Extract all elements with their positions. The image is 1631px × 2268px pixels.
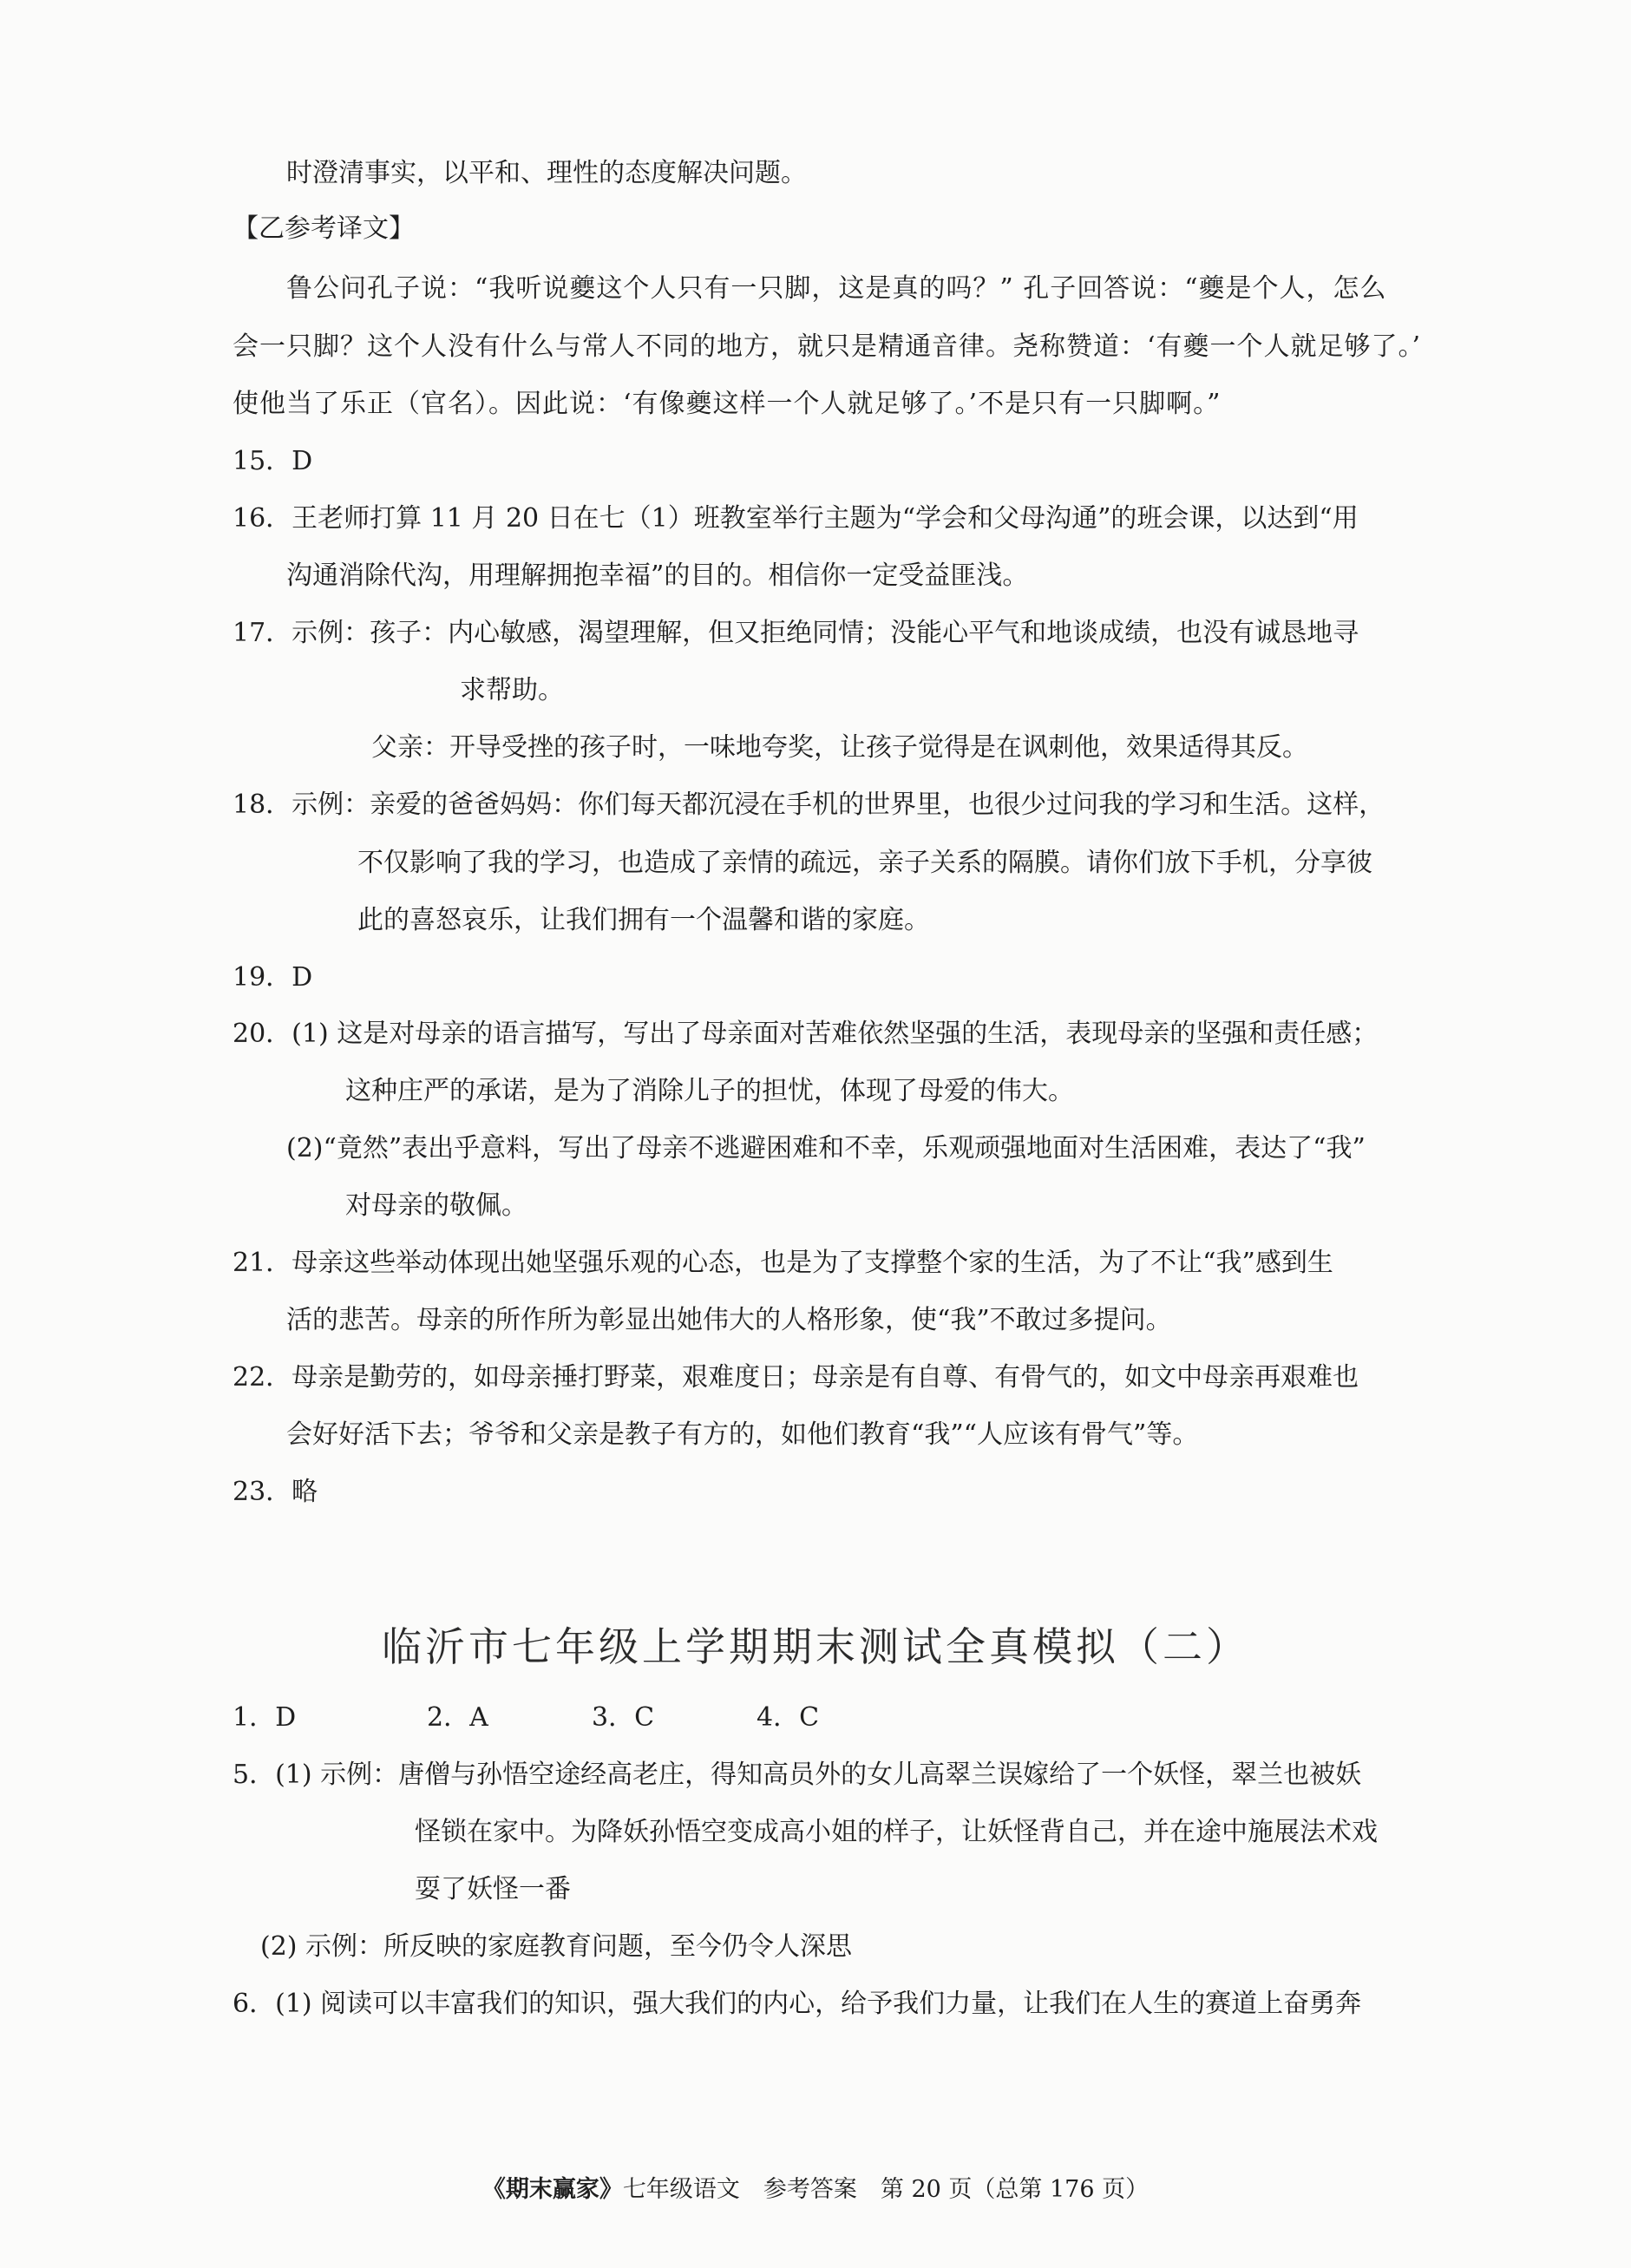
answer-23: 23．略 [233, 1477, 318, 1507]
answer-21-line: 21．母亲这些举动体现出她坚强乐观的心态，也是为了支撑整个家的生活，为了不让“我”感到生 [233, 1248, 1333, 1278]
answer-19: 19．D [233, 962, 313, 993]
answer-6-line: 6．(1) 阅读可以丰富我们的知识，强大我们的内心，给予我们力量，让我们在人生的赛道上奋勇奔 [233, 1989, 1362, 2019]
answer-20-line: (2)“竟然”表出乎意料，写出了母亲不逃避困难和不幸，乐观顽强地面对生活困难，表达了“我” [286, 1133, 1366, 1163]
answer-20-line: 20．(1) 这是对母亲的语言描写，写出了母亲面对苦难依然坚强的生活，表现母亲的坚强和责任感； [233, 1019, 1379, 1049]
answer-5-line: 5．(1) 示例：唐僧与孙悟空途经高老庄，得知高员外的女儿高翠兰误嫁给了一个妖怪，翠兰也被妖 [233, 1760, 1362, 1790]
translation-heading: 【乙参考译文】 [233, 213, 415, 244]
answer-18-line: 不仅影响了我的学习，也造成了亲情的疏远，亲子关系的隔膜。请你们放下手机，分享彼 [357, 848, 1372, 878]
answer-16-line: 16．王老师打算 11 月 20 日在七（1）班教室举行主题为“学会和父母沟通”的班会课，以达到“用 [233, 503, 1359, 534]
answer-5-line: 怪锁在家中。为降妖孙悟空变成高小姐的样子，让妖怪背自己，并在途中施展法术戏 [415, 1817, 1378, 1847]
answer-17-line: 父亲：开导受挫的孩子时，一味地夸奖，让孩子觉得是在讽刺他，效果适得其反。 [371, 732, 1308, 763]
translation-line: 使他当了乐正（官名）。因此说：‘有像夔这样一个人就足够了。’不是只有一只脚啊。” [233, 389, 1222, 419]
answer-17-line: 17．示例：孩子：内心敏感，渴望理解，但又拒绝同情；没能心平气和地谈成绩，也没有诚恳地寻 [233, 618, 1359, 648]
continuation-line: 时澄清事实，以平和、理性的态度解决问题。 [286, 158, 807, 188]
answer-21-line: 活的悲苦。母亲的所作所为彰显出她伟大的人格形象，使“我”不敢过多提问。 [286, 1305, 1172, 1335]
page-footer [0, 2174, 1631, 2206]
answer-15: 15．D [233, 446, 313, 476]
answer-5-line: 耍了妖怪一番 [415, 1874, 571, 1904]
mc-answer: 1．D [233, 1702, 297, 1733]
answer-17-line: 求帮助。 [460, 675, 564, 705]
answer-5-line: (2) 示例：所反映的家庭教育问题，至今仍令人深思 [260, 1931, 853, 1962]
footer-page-info: 七年级语文 参考答案 第 20 页（总第 176 页） [622, 2176, 1150, 2203]
translation-line: 会一只脚？这个人没有什么与常人不同的地方，就只是精通音律。尧称赞道：‘有夔一个人就足够了。’ [233, 331, 1422, 362]
mc-answer: 2．A [427, 1702, 488, 1733]
mc-answer: 4．C [757, 1702, 820, 1733]
section-title: 临沂市七年级上学期期末测试全真模拟（二） [382, 1623, 1249, 1670]
answer-22-line: 22．母亲是勤劳的，如母亲捶打野菜，艰难度日；母亲是有自尊、有骨气的，如文中母亲再艰难也 [233, 1362, 1359, 1393]
answer-20-line: 对母亲的敬佩。 [345, 1190, 527, 1221]
answer-20-line: 这种庄严的承诺，是为了消除儿子的担忧，体现了母爱的伟大。 [345, 1076, 1074, 1106]
answer-18-line: 18．示例：亲爱的爸爸妈妈：你们每天都沉浸在手机的世界里，也很少过问我的学习和生活。这样， [233, 790, 1385, 820]
mc-answer: 3．C [592, 1702, 655, 1733]
translation-line: 鲁公问孔子说：“我听说夔这个人只有一只脚，这是真的吗？” 孔子回答说：“夔是个人，怎么 [286, 273, 1387, 304]
answer-16-line: 沟通消除代沟，用理解拥抱幸福”的目的。相信你一定受益匪浅。 [286, 560, 1029, 591]
footer-book-title: 《期末赢家》 [481, 2176, 623, 2203]
answer-18-line: 此的喜怒哀乐，让我们拥有一个温馨和谐的家庭。 [357, 905, 930, 935]
answer-22-line: 会好好活下去；爷爷和父亲是教子有方的，如他们教育“我”“人应该有骨气”等。 [286, 1419, 1199, 1450]
